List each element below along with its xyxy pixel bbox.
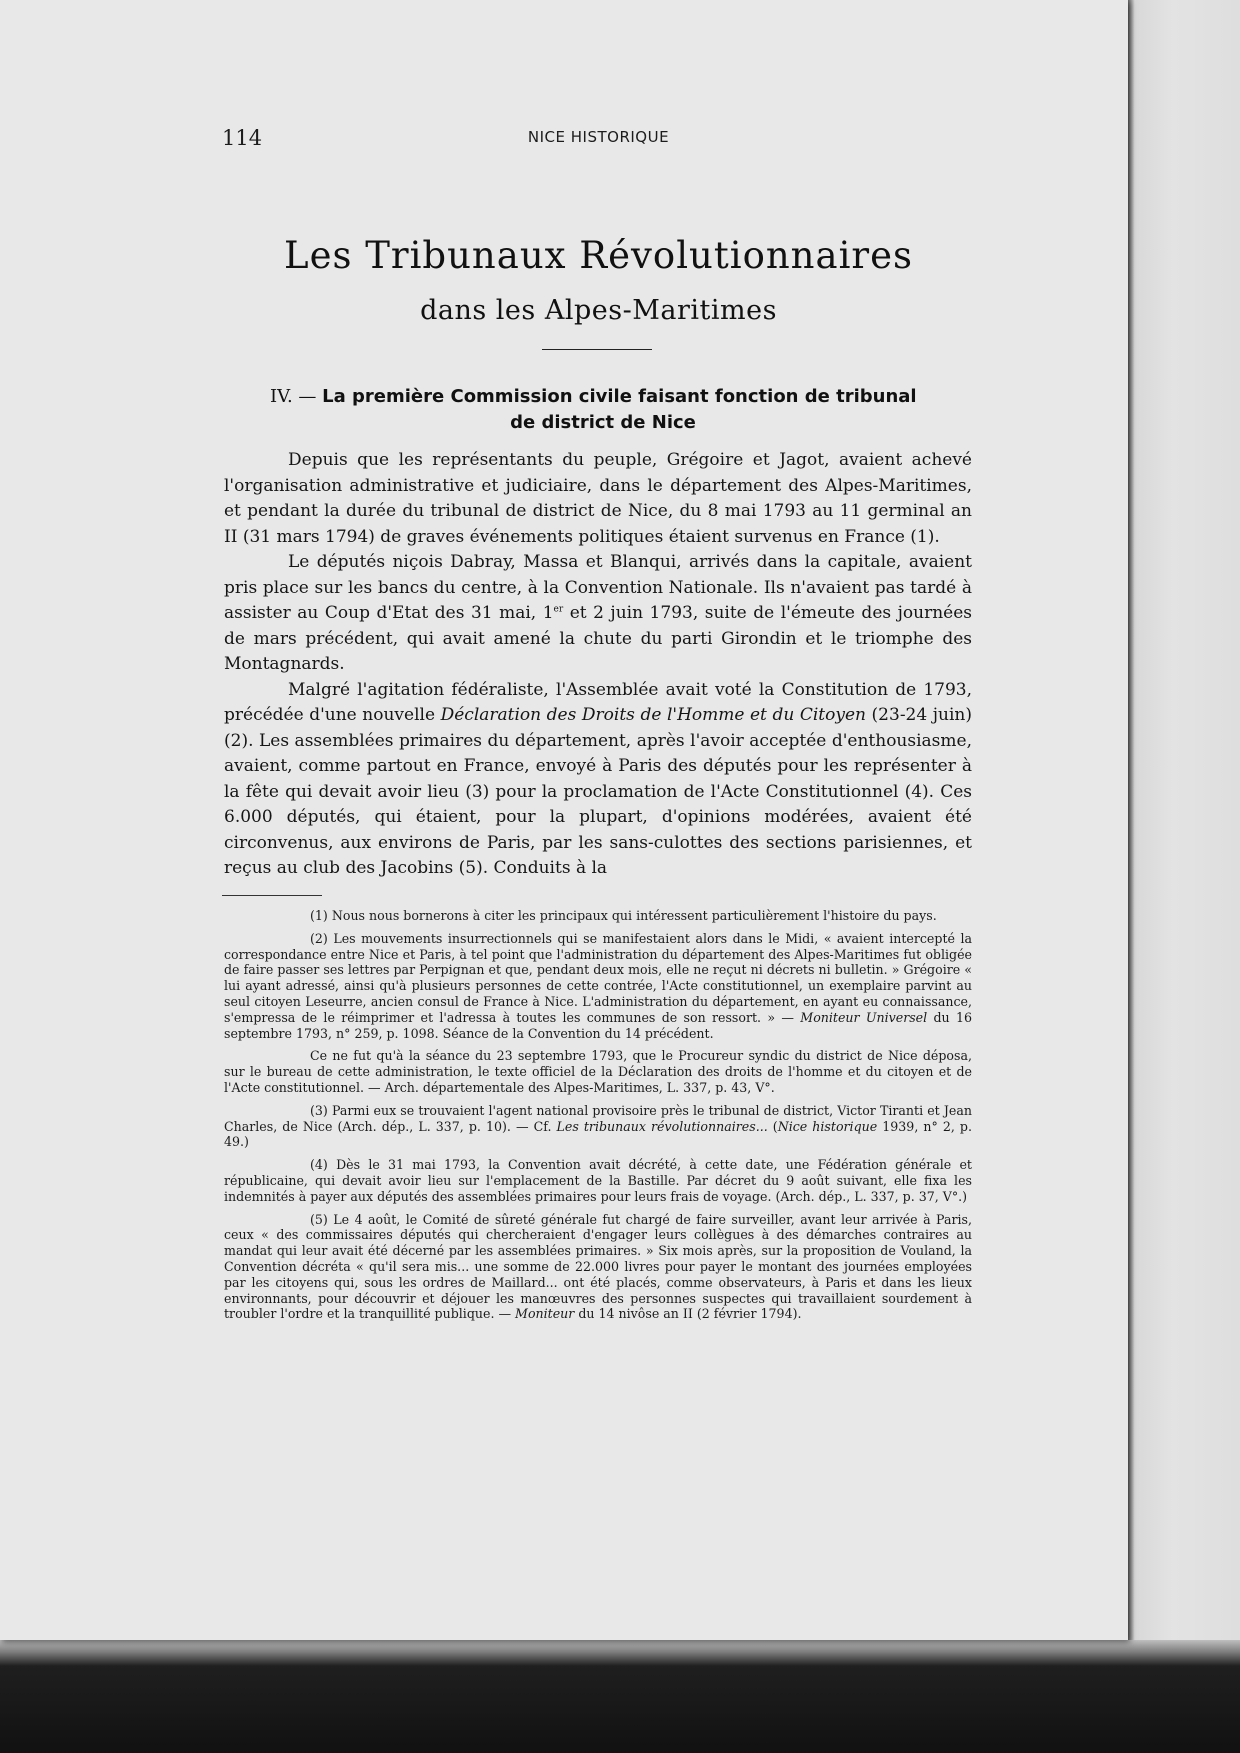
paragraph-2-part-a: Le députés niçois Dabray, Massa et Blanqui, arrivés dans la capitale, avaient pris place sur les bancs du centre, à la Convention Nationale. Ils n'avaient pas tardé à assister au Coup d'Etat des 31 mai, 1 <box>224 552 972 623</box>
footnote-1: (1) Nous nous bornerons à citer les principaux qui intéressent particulièrement l'histoire du pays. <box>310 908 937 923</box>
footnote-3-part-b: ( <box>767 1118 778 1134</box>
page-number: 114 <box>222 126 263 150</box>
ordinal-superscript: er <box>553 604 564 615</box>
scan-bottom-shadow <box>0 1640 1240 1753</box>
paragraph-3-part-b: (23-24 juin) (2). Les assemblées primaires du département, après l'avoir acceptée d'enthousiasme, avaient, comme partout en France, envoyé à Paris des députés pour les représenter à la fête qui devait avoir lieu (3) pour la proclamation de l'Acte Constitutionnel (4). Ces 6.000 députés, qui étaient, pour la plupart, d'opinions modérées, avaient été circonvenus, aux environs de Paris, par les sans-culottes des sections parisiennes, et reçus au club des Jacobins (5). Conduits à la <box>224 705 972 878</box>
declaration-title: Déclaration des Droits de l'Homme et du Citoyen <box>440 705 866 725</box>
running-header <box>0 126 1128 152</box>
footnote-3-part-c: 1939, n° 2, p. 49.) <box>224 1118 972 1150</box>
section-number: IV. — <box>270 386 323 407</box>
article-title: Les Tribunaux Révolutionnaires <box>284 234 913 277</box>
footnote-5-source: Moniteur <box>515 1306 575 1322</box>
footnote-3-source: Les tribunaux révolutionnaires... <box>556 1118 768 1134</box>
footnote-divider <box>222 895 322 896</box>
paragraph-2-part-b: et 2 juin 1793, suite de l'émeute des journées de mars précédent, qui avait amené la chute du parti Girondin et le triomphe des Montagnards. <box>224 603 972 674</box>
footnote-3 <box>224 1103 972 1150</box>
footnote-5-part-a: (5) Le 4 août, le Comité de sûreté générale fut chargé de faire surveiller, avant leur arrivée à Paris, ceux « des commissaires députés qui chercheraient d'engager leurs collègues à des démarches contraires au mandat qui leur avait été décerné par les assemblées primaires. » Six mois après, sur la proposition de Vouland, la Convention décréta « qu'il sera mis... une somme de 22.000 livres pour payer le montant des journées employées par les citoyens qui, sous les ordres de Maillard... ont été placés, comme observateurs, à Paris et dans les lieux environnants, pour découvrir et déjouer les manœuvres des personnes suspectes qui travaillaient sourdement à troubler l'ordre et la tranquillité publique. — <box>224 1211 972 1322</box>
paragraph-2 <box>224 550 972 678</box>
footnote-5 <box>224 1212 972 1323</box>
footnote-2-source: Moniteur Universel <box>800 1009 928 1025</box>
section-heading-line2: de district de Nice <box>510 412 696 433</box>
section-heading-line1: La première Commission civile faisant fonction de tribunal <box>322 386 917 407</box>
footnote-3-part-a: (3) Parmi eux se trouvaient l'agent national provisoire près le tribunal de district, Victor Tiranti et Jean Charles, de Nice (Arch. dép., L. 337, p. 10). — Cf. <box>224 1102 972 1134</box>
footnote-2-continuation: Ce ne fut qu'à la séance du 23 septembre 1793, que le Procureur syndic du district de Nice déposa, sur le bureau de cette administration, le texte officiel de la Déclaration des droits de l'homme et du citoyen et de l'Acte constitutionnel. — Arch. départementale des Alpes-Maritimes, L. 337, p. 43, V°. <box>224 1048 972 1095</box>
footnote-3-journal: Nice historique <box>777 1118 878 1134</box>
paragraph-3 <box>224 678 972 882</box>
journal-title: NICE HISTORIQUE <box>527 128 670 146</box>
paragraph-3-part-a: Malgré l'agitation fédéraliste, l'Assemblée avait voté la Constitution de 1793, précédée d'une nouvelle <box>224 679 972 725</box>
footnote-2-part-a: (2) Les mouvements insurrectionnels qui se manifestaient alors dans le Midi, « avaient intercepté la correspondance entre Nice et Paris, à tel point que l'administration du département des Alpes-Maritimes fut obligée de faire passer ses lettres par Perpignan et que, pendant deux mois, elle ne reçut ni décrets ni bulletin. » Grégoire « lui ayant adressé, ainsi qu'à plusieurs personnes de cette contrée, l'Acte constitutionnel, un exemplaire parvint au seul citoyen Leseurre, ancien consul de France à Nice. L'administration du département, en ayant eu connaissance, s'empressa de le réimprimer et l'adressa à toutes les communes de son ressort. » — <box>224 930 972 1025</box>
title-divider <box>542 349 652 350</box>
footnote-5-part-b: du 14 nivôse an II (2 février 1794). <box>574 1306 802 1322</box>
article-subtitle: dans les Alpes-Maritimes <box>420 295 777 326</box>
body-text <box>224 448 972 882</box>
footnote-4: (4) Dès le 31 mai 1793, la Convention avait décrété, à cette date, une Fédération générale et républicaine, qui devait avoir lieu sur l'emplacement de la Bastille. Par décret du 9 août suivant, elle fixa les indemnités à payer aux députés des assemblées primaires pour leurs frais de voyage. (Arch. dép., L. 337, p. 37, V°.) <box>224 1157 972 1204</box>
footnotes <box>224 908 972 1329</box>
section-heading <box>270 384 930 436</box>
footnote-2-part-b: du 16 septembre 1793, n° 259, p. 1098. Séance de la Convention du 14 précédent. <box>224 1009 972 1041</box>
footnote-2 <box>224 931 972 1042</box>
paragraph-1: Depuis que les représentants du peuple, Grégoire et Jagot, avaient achevé l'organisation administrative et judiciaire, dans le département des Alpes-Maritimes, et pendant la durée du tribunal de district de Nice, du 8 mai 1793 au 11 germinal an II (31 mars 1794) de graves événements politiques étaient survenus en France (1). <box>224 450 972 547</box>
